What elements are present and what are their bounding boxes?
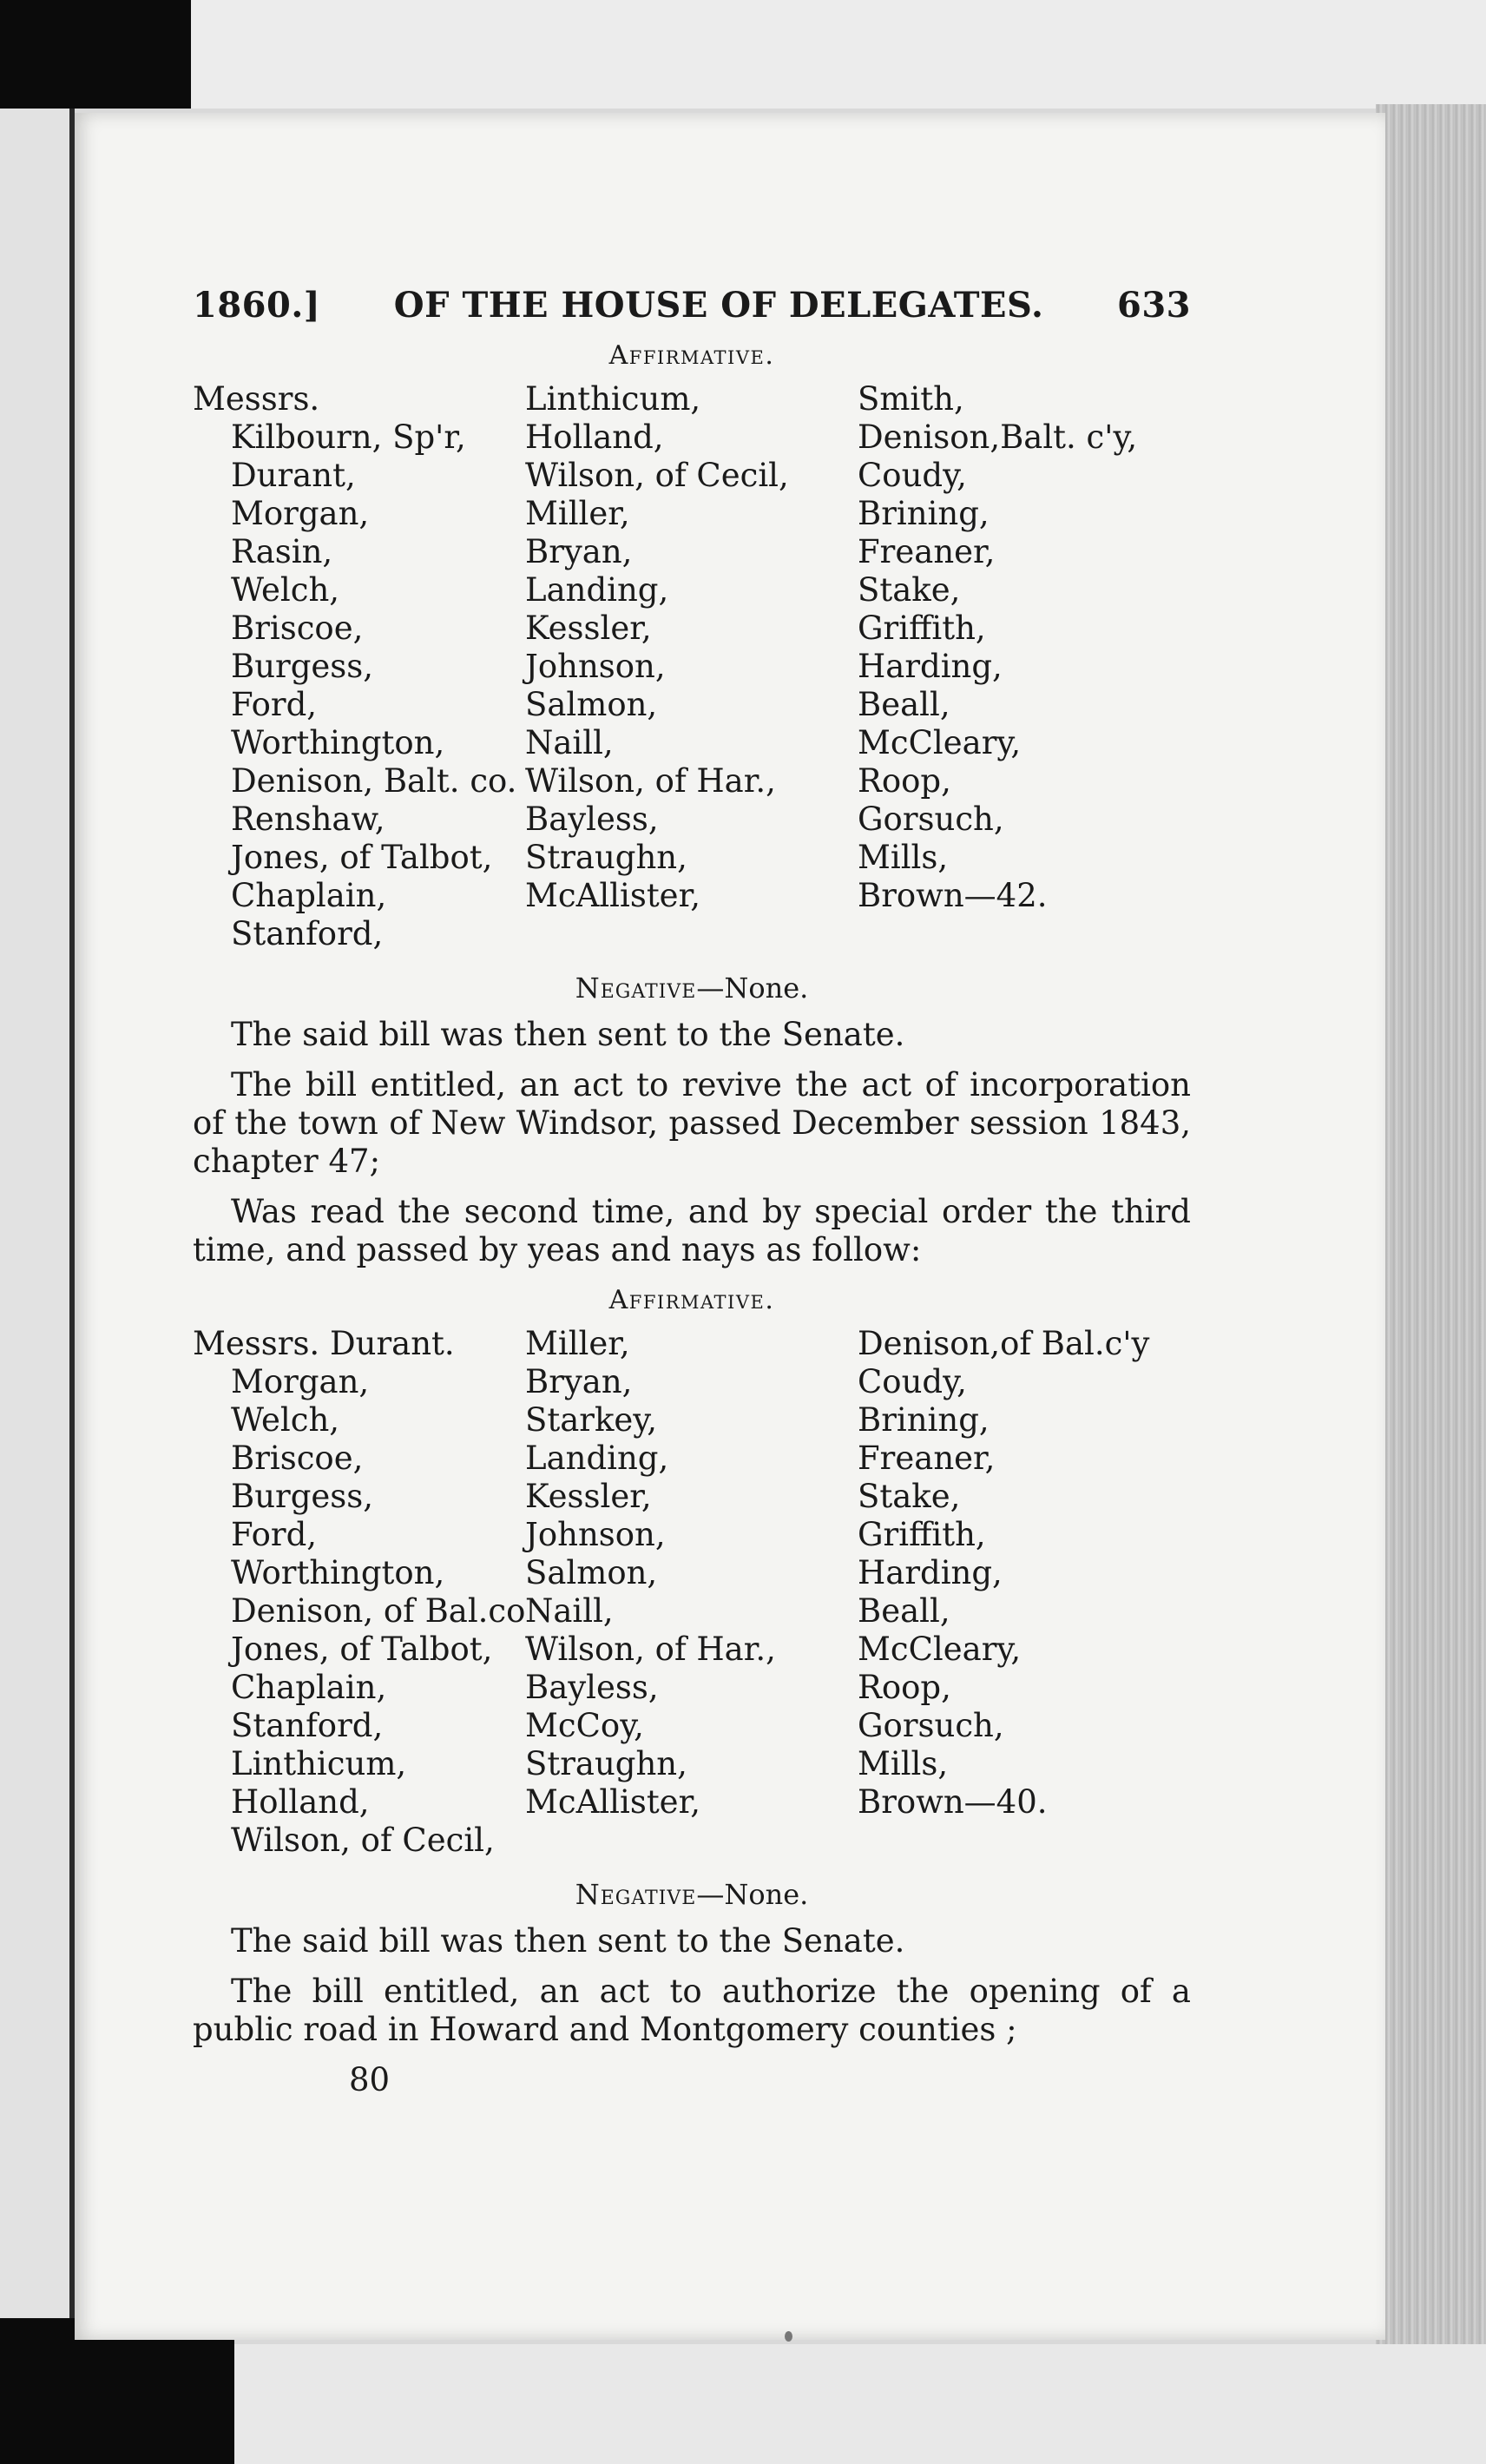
book-page-edges <box>1376 104 1486 2344</box>
vote1-negative <box>193 969 1191 1007</box>
vote2-name: Bryan, <box>525 1363 633 1400</box>
vote2-name: Morgan, <box>231 1363 370 1400</box>
vote1-name: Naill, <box>525 724 614 761</box>
vote1-name: Freaner, <box>858 533 996 570</box>
vote1-name: McAllister, <box>525 877 700 914</box>
vote1-name: Linthicum, <box>525 380 701 418</box>
facing-page-edge <box>0 109 75 2318</box>
vote2-name: Burgess, <box>231 1478 374 1515</box>
vote2-name: Brown—40. <box>858 1783 1048 1821</box>
vote1-name: Burgess, <box>231 648 374 685</box>
vote2-negative-label: Negative <box>575 1878 697 1911</box>
vote2-name: Naill, <box>525 1592 614 1630</box>
vote2-name: Stanford, <box>231 1707 384 1744</box>
vote2-name: McAllister, <box>525 1783 700 1821</box>
vote2-name: Denison, of Bal.co <box>231 1592 526 1630</box>
vote2-name: Linthicum, <box>231 1745 407 1782</box>
vote2-name: Mills, <box>858 1745 949 1782</box>
vote2-name: Straughn, <box>525 1745 687 1782</box>
vote1-name: Denison, Balt. co. <box>231 762 517 800</box>
vote1-name: Bayless, <box>525 800 659 838</box>
vote1-name: Holland, <box>525 418 664 456</box>
vote1-name: Chaplain, <box>231 877 387 914</box>
vote2-name: Jones, of Talbot, <box>231 1631 493 1668</box>
vote1-name: Harding, <box>858 648 1003 685</box>
vote1-name: Renshaw, <box>231 800 385 838</box>
vote1-negative-value: —None. <box>696 972 809 1005</box>
vote1-name: Roop, <box>858 762 951 800</box>
paragraph-read-second-time: Was read the second time, and by special order the third time, and passed by yeas and nays as follow: <box>193 1193 1191 1268</box>
vote2-name: Beall, <box>858 1592 950 1630</box>
vote2-name: Johnson, <box>525 1516 666 1553</box>
vote1-name: Bryan, <box>525 533 633 570</box>
vote1-name: Denison,Balt. c'y, <box>858 418 1138 456</box>
vote2-name: Kessler, <box>525 1478 652 1515</box>
vote1-name: Miller, <box>525 495 630 532</box>
vote2-negative-value: —None. <box>696 1878 809 1911</box>
vote2-name: Starkey, <box>525 1401 658 1439</box>
vote2-column-2 <box>525 1325 858 1860</box>
vote1-affirmative-list <box>193 380 1191 953</box>
vote1-name: Gorsuch, <box>858 800 1004 838</box>
vote2-name: Wilson, of Cecil, <box>231 1822 495 1859</box>
vote2-name: Coudy, <box>858 1363 967 1400</box>
vote2-name: Worthington, <box>231 1554 445 1591</box>
vote2-name: Freaner, <box>858 1440 996 1477</box>
vote1-name: Jones, of Talbot, <box>231 839 493 876</box>
vote2-name: Salmon, <box>525 1554 658 1591</box>
vote2-column-1 <box>193 1325 525 1860</box>
vote1-name: Durant, <box>231 457 356 494</box>
header-year: 1860.] <box>193 285 321 326</box>
vote1-name: Johnson, <box>525 648 666 685</box>
vote2-name: Griffith, <box>858 1516 986 1553</box>
vote2-name: Harding, <box>858 1554 1003 1591</box>
vote1-negative-label: Negative <box>575 972 697 1005</box>
vote2-name: Welch, <box>231 1401 340 1439</box>
vote1-name: Salmon, <box>525 686 658 723</box>
vote2-negative <box>193 1875 1191 1914</box>
vote2-name: Roop, <box>858 1669 951 1706</box>
vote1-name: Landing, <box>525 571 669 609</box>
vote1-name: Mills, <box>858 839 949 876</box>
paragraph-public-road-bill: The bill entitled, an act to authorize the opening of a public road in Howard and Montgomery counties ; <box>193 1973 1191 2048</box>
vote1-column-2 <box>525 380 858 953</box>
vote2-name: Holland, <box>231 1783 370 1821</box>
vote1-name: Kilbourn, Sp'r, <box>231 418 466 456</box>
vote1-name: Straughn, <box>525 839 687 876</box>
paragraph-sent-to-senate-1: The said bill was then sent to the Senate. <box>231 1016 905 1053</box>
vote1-column-3 <box>858 380 1190 953</box>
vote1-name: Beall, <box>858 686 950 723</box>
vote1-name: Welch, <box>231 571 340 609</box>
header-page-number: 633 <box>1116 285 1191 326</box>
vote2-affirmative-heading: Affirmative. <box>608 1285 775 1315</box>
vote2-name: Chaplain, <box>231 1669 387 1706</box>
vote2-name: Wilson, of Har., <box>525 1631 776 1668</box>
scan-background-top <box>191 0 1486 109</box>
vote2-name: Denison,of Bal.c'y <box>858 1325 1150 1362</box>
vote1-name: Smith, <box>858 380 964 418</box>
vote1-name: Wilson, of Cecil, <box>525 457 789 494</box>
vote2-name: Messrs. Durant. <box>193 1325 455 1362</box>
vote2-name: Brining, <box>858 1401 990 1439</box>
vote1-column-1 <box>193 380 525 953</box>
vote2-name: Briscoe, <box>231 1440 364 1477</box>
vote1-name: Coudy, <box>858 457 967 494</box>
vote2-name: Stake, <box>858 1478 961 1515</box>
vote2-name: McCoy, <box>525 1707 644 1744</box>
vote1-name: Brining, <box>858 495 990 532</box>
vote1-name: Ford, <box>231 686 318 723</box>
vote1-name: Kessler, <box>525 609 652 647</box>
scan-background-top-left <box>0 0 191 109</box>
vote1-name: Morgan, <box>231 495 370 532</box>
running-header <box>193 287 1191 325</box>
vote1-name: Rasin, <box>231 533 333 570</box>
vote2-name: McCleary, <box>858 1631 1022 1668</box>
paragraph-new-windsor-bill: The bill entitled, an act to revive the act of incorporation of the town of New Windsor, passed December session 1843, chapter 47; <box>193 1066 1191 1180</box>
vote1-name: Messrs. <box>193 380 320 418</box>
vote1-name: McCleary, <box>858 724 1022 761</box>
vote2-name: Bayless, <box>525 1669 659 1706</box>
vote2-affirmative-list <box>193 1325 1191 1860</box>
scan-background-bottom-left <box>0 2318 234 2464</box>
vote1-affirmative-heading: Affirmative. <box>608 340 775 371</box>
vote1-name: Griffith, <box>858 609 986 647</box>
vote2-name: Ford, <box>231 1516 318 1553</box>
vote1-name: Stanford, <box>231 915 384 952</box>
header-title: OF THE HOUSE OF DELEGATES. <box>393 285 1044 326</box>
vote2-name: Gorsuch, <box>858 1707 1004 1744</box>
vote2-name: Landing, <box>525 1440 669 1477</box>
vote1-name: Stake, <box>858 571 961 609</box>
signature-mark: 80 <box>349 2061 391 2098</box>
vote1-name: Brown—42. <box>858 877 1048 914</box>
page-content <box>193 287 1191 2099</box>
vote2-column-3 <box>858 1325 1190 1860</box>
vote1-name: Wilson, of Har., <box>525 762 776 800</box>
vote1-name: Briscoe, <box>231 609 364 647</box>
page-speck <box>785 2331 792 2342</box>
vote2-name: Miller, <box>525 1325 630 1362</box>
paragraph-sent-to-senate-2: The said bill was then sent to the Senate. <box>231 1922 905 1960</box>
scan-background-bottom <box>234 2344 1486 2464</box>
vote1-name: Worthington, <box>231 724 445 761</box>
